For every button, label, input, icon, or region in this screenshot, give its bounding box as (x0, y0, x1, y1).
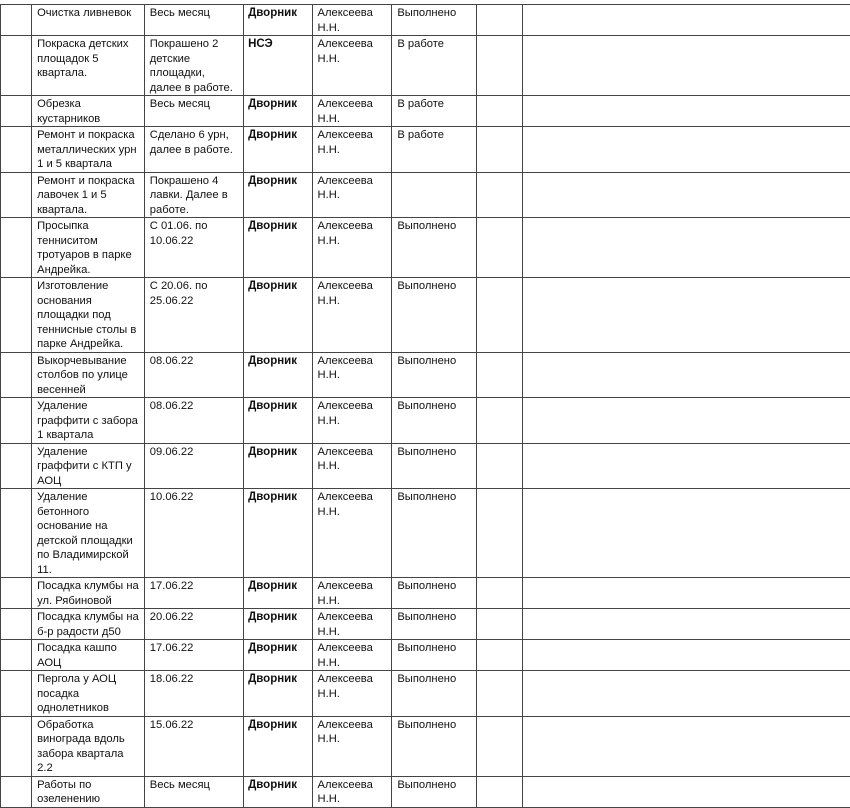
responsible-cell: Алексеева Н.Н. (312, 609, 392, 640)
blank-cell (1, 36, 32, 96)
status-cell: Выполнено (392, 640, 476, 671)
blank-cell (1, 489, 32, 578)
period-cell: 08.06.22 (144, 352, 243, 398)
blank-cell (476, 96, 522, 127)
status-cell: Выполнено (392, 278, 476, 353)
responsible-cell: Алексеева Н.Н. (312, 671, 392, 717)
blank-cell (523, 640, 850, 671)
executor-cell: Дворник (244, 578, 312, 609)
blank-cell (476, 352, 522, 398)
work-cell: Обработка винограда вдоль забора квартала 2.2 (32, 716, 145, 776)
period-cell: 15.06.22 (144, 716, 243, 776)
period-cell: Покрашено 2 детские площадки, далее в работе. (144, 36, 243, 96)
executor-cell: Дворник (244, 127, 312, 173)
table-row (1, 127, 850, 173)
table-row (1, 609, 850, 640)
work-cell: Удаление бетонного основание на детской площадки по Владимирской 11. (32, 489, 145, 578)
blank-cell (1, 127, 32, 173)
blank-cell (1, 172, 32, 218)
blank-cell (1, 609, 32, 640)
period-cell: Весь месяц (144, 776, 243, 807)
status-cell: Выполнено (392, 716, 476, 776)
blank-cell (523, 96, 850, 127)
responsible-cell: Алексеева Н.Н. (312, 352, 392, 398)
blank-cell (476, 36, 522, 96)
table-row (1, 36, 850, 96)
table-row (1, 172, 850, 218)
blank-cell (476, 443, 522, 489)
table-row (1, 278, 850, 353)
period-cell: Весь месяц (144, 96, 243, 127)
blank-cell (1, 640, 32, 671)
blank-cell (1, 352, 32, 398)
period-cell: Весь месяц (144, 5, 243, 36)
executor-cell: Дворник (244, 96, 312, 127)
blank-cell (1, 398, 32, 444)
period-cell: 18.06.22 (144, 671, 243, 717)
blank-cell (523, 578, 850, 609)
blank-cell (523, 776, 850, 807)
responsible-cell: Алексеева Н.Н. (312, 640, 392, 671)
work-cell: Удаление граффити с забора 1 квартала (32, 398, 145, 444)
responsible-cell: Алексеева Н.Н. (312, 127, 392, 173)
responsible-cell: Алексеева Н.Н. (312, 218, 392, 278)
status-cell: Выполнено (392, 443, 476, 489)
blank-cell (523, 352, 850, 398)
blank-cell (1, 96, 32, 127)
blank-cell (523, 716, 850, 776)
executor-cell: Дворник (244, 5, 312, 36)
blank-cell (1, 716, 32, 776)
period-cell: Покрашено 4 лавки. Далее в работе. (144, 172, 243, 218)
executor-cell: Дворник (244, 352, 312, 398)
responsible-cell: Алексеева Н.Н. (312, 716, 392, 776)
blank-cell (523, 127, 850, 173)
table-row (1, 716, 850, 776)
blank-cell (1, 776, 32, 807)
blank-cell (1, 278, 32, 353)
work-cell: Обрезка кустарников (32, 96, 145, 127)
work-cell: Работы по озеленению (32, 776, 145, 807)
table-row (1, 218, 850, 278)
responsible-cell: Алексеева Н.Н. (312, 5, 392, 36)
work-cell: Покраска детских площадок 5 квартала. (32, 36, 145, 96)
blank-cell (523, 609, 850, 640)
period-cell: 17.06.22 (144, 578, 243, 609)
responsible-cell: Алексеева Н.Н. (312, 36, 392, 96)
status-cell: Выполнено (392, 776, 476, 807)
blank-cell (523, 172, 850, 218)
period-cell: 17.06.22 (144, 640, 243, 671)
responsible-cell: Алексеева Н.Н. (312, 172, 392, 218)
work-cell: Посадка кашпо АОЦ (32, 640, 145, 671)
status-cell: Выполнено (392, 609, 476, 640)
responsible-cell: Алексеева Н.Н. (312, 776, 392, 807)
executor-cell: Дворник (244, 218, 312, 278)
blank-cell (476, 671, 522, 717)
work-cell: Удаление граффити с КТП у АОЦ (32, 443, 145, 489)
executor-cell: Дворник (244, 489, 312, 578)
blank-cell (476, 489, 522, 578)
executor-cell: Дворник (244, 398, 312, 444)
table-row (1, 352, 850, 398)
table-row (1, 398, 850, 444)
table-row (1, 443, 850, 489)
table-row (1, 671, 850, 717)
work-cell: Выкорчевывание столбов по улице весенней (32, 352, 145, 398)
status-cell: Выполнено (392, 671, 476, 717)
period-cell: 20.06.22 (144, 609, 243, 640)
period-cell: С 01.06. по 10.06.22 (144, 218, 243, 278)
table-row (1, 640, 850, 671)
blank-cell (1, 218, 32, 278)
blank-cell (523, 5, 850, 36)
status-cell: Выполнено (392, 398, 476, 444)
work-cell: Посадка клумбы на ул. Рябиновой (32, 578, 145, 609)
blank-cell (476, 278, 522, 353)
responsible-cell: Алексеева Н.Н. (312, 578, 392, 609)
responsible-cell: Алексеева Н.Н. (312, 96, 392, 127)
table-row (1, 776, 850, 807)
table-row (1, 5, 850, 36)
blank-cell (523, 671, 850, 717)
work-cell: Ремонт и покраска металлических урн 1 и 5 квартала (32, 127, 145, 173)
period-cell: Сделано 6 урн, далее в работе. (144, 127, 243, 173)
blank-cell (476, 578, 522, 609)
work-cell: Посадка клумбы на б-р радости д50 (32, 609, 145, 640)
work-cell: Пергола у АОЦ посадка однолетников (32, 671, 145, 717)
executor-cell: НСЭ (244, 36, 312, 96)
blank-cell (476, 5, 522, 36)
blank-cell (476, 127, 522, 173)
status-cell (392, 172, 476, 218)
blank-cell (523, 218, 850, 278)
blank-cell (476, 776, 522, 807)
table-row (1, 489, 850, 578)
blank-cell (476, 716, 522, 776)
work-table-body (1, 5, 850, 808)
blank-cell (523, 443, 850, 489)
work-cell: Ремонт и покраска лавочек 1 и 5 квартала. (32, 172, 145, 218)
executor-cell: Дворник (244, 776, 312, 807)
status-cell: Выполнено (392, 489, 476, 578)
blank-cell (523, 489, 850, 578)
work-cell: Изготовление основания площадки под теннисные столы в парке Андрейка. (32, 278, 145, 353)
status-cell: Выполнено (392, 352, 476, 398)
work-cell: Очистка ливневок (32, 5, 145, 36)
status-cell: Выполнено (392, 218, 476, 278)
executor-cell: Дворник (244, 278, 312, 353)
responsible-cell: Алексеева Н.Н. (312, 489, 392, 578)
blank-cell (476, 609, 522, 640)
table-row (1, 96, 850, 127)
executor-cell: Дворник (244, 609, 312, 640)
blank-cell (523, 398, 850, 444)
executor-cell: Дворник (244, 640, 312, 671)
responsible-cell: Алексеева Н.Н. (312, 398, 392, 444)
blank-cell (476, 172, 522, 218)
blank-cell (1, 578, 32, 609)
responsible-cell: Алексеева Н.Н. (312, 278, 392, 353)
responsible-cell: Алексеева Н.Н. (312, 443, 392, 489)
status-cell: Выполнено (392, 578, 476, 609)
blank-cell (476, 218, 522, 278)
table-row (1, 578, 850, 609)
status-cell: Выполнено (392, 5, 476, 36)
executor-cell: Дворник (244, 671, 312, 717)
status-cell: В работе (392, 36, 476, 96)
work-table (0, 4, 850, 808)
executor-cell: Дворник (244, 443, 312, 489)
period-cell: 08.06.22 (144, 398, 243, 444)
blank-cell (1, 671, 32, 717)
period-cell: С 20.06. по 25.06.22 (144, 278, 243, 353)
status-cell: В работе (392, 127, 476, 173)
work-cell: Просыпка тенниситом тротуаров в парке Андрейка. (32, 218, 145, 278)
blank-cell (476, 640, 522, 671)
blank-cell (523, 278, 850, 353)
status-cell: В работе (392, 96, 476, 127)
blank-cell (523, 36, 850, 96)
executor-cell: Дворник (244, 716, 312, 776)
period-cell: 09.06.22 (144, 443, 243, 489)
executor-cell: Дворник (244, 172, 312, 218)
period-cell: 10.06.22 (144, 489, 243, 578)
blank-cell (476, 398, 522, 444)
blank-cell (1, 443, 32, 489)
blank-cell (1, 5, 32, 36)
